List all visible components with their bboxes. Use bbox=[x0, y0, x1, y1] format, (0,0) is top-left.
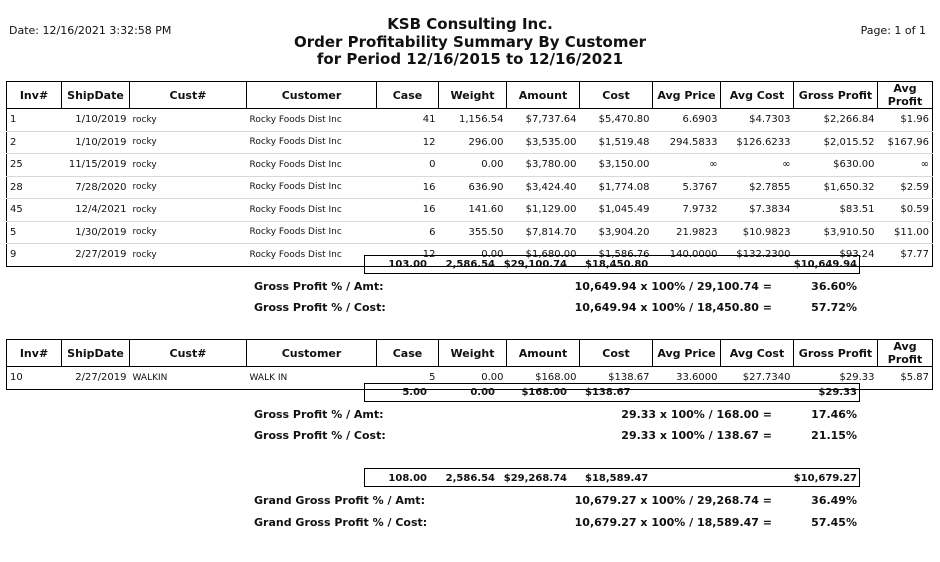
cell-weight: 0.00 bbox=[439, 367, 507, 390]
table-row bbox=[7, 176, 933, 199]
group-table-walkin bbox=[6, 339, 933, 390]
total-gross-profit: $29.33 bbox=[818, 387, 857, 398]
cell-gross-profit: $2,266.84 bbox=[794, 109, 878, 132]
gp-cost-formula: 29.33 x 100% / 138.67 = bbox=[621, 429, 772, 442]
table-row bbox=[7, 109, 933, 132]
grand-total-gross-profit: $10,679.27 bbox=[793, 473, 857, 484]
cell-gross-profit: $93.24 bbox=[794, 244, 878, 267]
cell-gross-profit: $1,650.32 bbox=[794, 176, 878, 199]
cell-case: 16 bbox=[377, 176, 439, 199]
total-amount: $29,100.74 bbox=[503, 259, 567, 270]
cell-avg-cost: $2.7855 bbox=[721, 176, 794, 199]
column-header-case: Case bbox=[377, 340, 439, 367]
cell-avg-price: 33.6000 bbox=[653, 367, 721, 390]
cell-weight: 355.50 bbox=[439, 221, 507, 244]
total-case: 5.00 bbox=[402, 387, 427, 398]
table-row bbox=[7, 154, 933, 177]
table-row bbox=[7, 199, 933, 222]
column-header-shipdate: ShipDate bbox=[62, 82, 130, 109]
report-title: Order Profitability Summary By Customer bbox=[293, 33, 647, 51]
cell-cost: $5,470.80 bbox=[580, 109, 653, 132]
cell-customer: Rocky Foods Dist Inc bbox=[247, 154, 377, 177]
column-header-amount: Amount bbox=[507, 82, 580, 109]
cell-weight: 0.00 bbox=[439, 244, 507, 267]
column-header-avg-price: Avg Price bbox=[653, 82, 721, 109]
gp-cost-formula: 10,649.94 x 100% / 18,450.80 = bbox=[574, 301, 772, 314]
cell-customer: Rocky Foods Dist Inc bbox=[247, 176, 377, 199]
cell-amount: $3,424.40 bbox=[507, 176, 580, 199]
column-header-cust-no: Cust# bbox=[130, 340, 247, 367]
cell-shipdate: 11/15/2019 bbox=[62, 154, 130, 177]
gp-cost-value: 57.72% bbox=[811, 301, 857, 314]
cell-avg-profit: ∞ bbox=[878, 154, 933, 177]
cell-avg-profit: $0.59 bbox=[878, 199, 933, 222]
grand-gp-amt-formula: 10,679.27 x 100% / 29,268.74 = bbox=[574, 494, 772, 507]
cell-cost: $3,904.20 bbox=[580, 221, 653, 244]
report-date: Date: 12/16/2021 3:32:58 PM bbox=[9, 24, 172, 37]
grand-gp-cost-formula: 10,679.27 x 100% / 18,589.47 = bbox=[574, 516, 772, 529]
cell-avg-profit: $7.77 bbox=[878, 244, 933, 267]
cell-customer: Rocky Foods Dist Inc bbox=[247, 109, 377, 132]
cell-customer: Rocky Foods Dist Inc bbox=[247, 244, 377, 267]
grand-gp-cost-label: Grand Gross Profit % / Cost: bbox=[254, 516, 428, 529]
cell-customer: Rocky Foods Dist Inc bbox=[247, 131, 377, 154]
cell-avg-price: 7.9732 bbox=[653, 199, 721, 222]
cell-gross-profit: $83.51 bbox=[794, 199, 878, 222]
total-weight: 2,586.54 bbox=[445, 259, 495, 270]
cell-cust-no: rocky bbox=[130, 176, 247, 199]
cell-cust-no: rocky bbox=[130, 244, 247, 267]
gp-amt-value: 36.60% bbox=[811, 280, 857, 293]
cell-weight: 296.00 bbox=[439, 131, 507, 154]
total-cost: $138.67 bbox=[585, 387, 631, 398]
cell-case: 12 bbox=[377, 131, 439, 154]
column-header-avg-cost: Avg Cost bbox=[721, 82, 794, 109]
cell-amount: $7,737.64 bbox=[507, 109, 580, 132]
cell-amount: $7,814.70 bbox=[507, 221, 580, 244]
cell-avg-price: 6.6903 bbox=[653, 109, 721, 132]
column-header-cost: Cost bbox=[580, 82, 653, 109]
cell-gross-profit: $2,015.52 bbox=[794, 131, 878, 154]
column-header-shipdate: ShipDate bbox=[62, 340, 130, 367]
cell-weight: 1,156.54 bbox=[439, 109, 507, 132]
column-header-avg-price: Avg Price bbox=[653, 340, 721, 367]
total-case: 103.00 bbox=[388, 259, 427, 270]
report-period: for Period 12/16/2015 to 12/16/2021 bbox=[316, 50, 624, 68]
cell-inv: 1 bbox=[7, 109, 62, 132]
cell-inv: 5 bbox=[7, 221, 62, 244]
cell-cost: $1,045.49 bbox=[580, 199, 653, 222]
cell-avg-profit: $5.87 bbox=[878, 367, 933, 390]
cell-avg-profit: $11.00 bbox=[878, 221, 933, 244]
cell-avg-cost: $126.6233 bbox=[721, 131, 794, 154]
grand-total-case: 108.00 bbox=[388, 473, 427, 484]
cell-amount: $168.00 bbox=[507, 367, 580, 390]
grand-total-cost: $18,589.47 bbox=[585, 473, 649, 484]
grand-gp-amt-label: Grand Gross Profit % / Amt: bbox=[254, 494, 425, 507]
cell-amount: $3,780.00 bbox=[507, 154, 580, 177]
cell-shipdate: 12/4/2021 bbox=[62, 199, 130, 222]
page-number: Page: 1 of 1 bbox=[860, 24, 926, 37]
cell-shipdate: 2/27/2019 bbox=[62, 244, 130, 267]
cell-weight: 141.60 bbox=[439, 199, 507, 222]
grand-total-weight: 2,586.54 bbox=[445, 473, 495, 484]
cell-avg-price: 294.5833 bbox=[653, 131, 721, 154]
cell-cust-no: rocky bbox=[130, 131, 247, 154]
cell-case: 5 bbox=[377, 367, 439, 390]
column-header-amount: Amount bbox=[507, 340, 580, 367]
cell-inv: 45 bbox=[7, 199, 62, 222]
column-header-gross-profit: Gross Profit bbox=[794, 340, 878, 367]
cell-avg-profit: $2.59 bbox=[878, 176, 933, 199]
cell-cust-no: rocky bbox=[130, 199, 247, 222]
cell-case: 0 bbox=[377, 154, 439, 177]
grand-total-amount: $29,268.74 bbox=[503, 473, 567, 484]
total-cost: $18,450.80 bbox=[585, 259, 649, 270]
cell-inv: 28 bbox=[7, 176, 62, 199]
column-header-gross-profit: Gross Profit bbox=[794, 82, 878, 109]
cell-shipdate: 7/28/2020 bbox=[62, 176, 130, 199]
cell-cost: $3,150.00 bbox=[580, 154, 653, 177]
cell-cost: $1,586.76 bbox=[580, 244, 653, 267]
column-header-avg-profit: Avg Profit bbox=[878, 340, 933, 367]
gp-amt-label: Gross Profit % / Amt: bbox=[254, 408, 384, 421]
total-weight: 0.00 bbox=[470, 387, 495, 398]
total-gross-profit: $10,649.94 bbox=[793, 259, 857, 270]
column-header-cust-no: Cust# bbox=[130, 82, 247, 109]
cell-shipdate: 1/30/2019 bbox=[62, 221, 130, 244]
cell-inv: 10 bbox=[7, 367, 62, 390]
column-header-customer: Customer bbox=[247, 340, 377, 367]
column-header-inv: Inv# bbox=[7, 82, 62, 109]
cell-case: 16 bbox=[377, 199, 439, 222]
column-header-avg-cost: Avg Cost bbox=[721, 340, 794, 367]
column-header-avg-profit: Avg Profit bbox=[878, 82, 933, 109]
cell-cust-no: rocky bbox=[130, 221, 247, 244]
cell-avg-profit: $1.96 bbox=[878, 109, 933, 132]
cell-customer: Rocky Foods Dist Inc bbox=[247, 199, 377, 222]
cell-gross-profit: $630.00 bbox=[794, 154, 878, 177]
cell-inv: 9 bbox=[7, 244, 62, 267]
cell-avg-price: 140.0000 bbox=[653, 244, 721, 267]
cell-amount: $1,680.00 bbox=[507, 244, 580, 267]
cell-weight: 636.90 bbox=[439, 176, 507, 199]
cell-gross-profit: $3,910.50 bbox=[794, 221, 878, 244]
cell-amount: $3,535.00 bbox=[507, 131, 580, 154]
cell-customer: Rocky Foods Dist Inc bbox=[247, 221, 377, 244]
column-header-weight: Weight bbox=[439, 340, 507, 367]
cell-cost: $1,774.08 bbox=[580, 176, 653, 199]
cell-case: 12 bbox=[377, 244, 439, 267]
cell-avg-cost: ∞ bbox=[721, 154, 794, 177]
cell-weight: 0.00 bbox=[439, 154, 507, 177]
cell-avg-cost: $7.3834 bbox=[721, 199, 794, 222]
cell-amount: $1,129.00 bbox=[507, 199, 580, 222]
cell-avg-price: 5.3767 bbox=[653, 176, 721, 199]
cell-shipdate: 1/10/2019 bbox=[62, 109, 130, 132]
total-amount: $168.00 bbox=[521, 387, 567, 398]
gp-amt-label: Gross Profit % / Amt: bbox=[254, 280, 384, 293]
cell-gross-profit: $29.33 bbox=[794, 367, 878, 390]
cell-cust-no: rocky bbox=[130, 154, 247, 177]
cell-avg-cost: $27.7340 bbox=[721, 367, 794, 390]
gp-amt-value: 17.46% bbox=[811, 408, 857, 421]
gp-cost-label: Gross Profit % / Cost: bbox=[254, 429, 386, 442]
group-table-rocky bbox=[6, 81, 933, 267]
cell-avg-price: 21.9823 bbox=[653, 221, 721, 244]
cell-shipdate: 2/27/2019 bbox=[62, 367, 130, 390]
gp-amt-formula: 10,649.94 x 100% / 29,100.74 = bbox=[574, 280, 772, 293]
cell-cost: $138.67 bbox=[580, 367, 653, 390]
column-header-inv: Inv# bbox=[7, 340, 62, 367]
cell-avg-cost: $132.2300 bbox=[721, 244, 794, 267]
cell-case: 41 bbox=[377, 109, 439, 132]
cell-customer: WALK IN bbox=[247, 367, 377, 390]
cell-cust-no: rocky bbox=[130, 109, 247, 132]
cell-avg-cost: $4.7303 bbox=[721, 109, 794, 132]
cell-avg-profit: $167.96 bbox=[878, 131, 933, 154]
cell-avg-cost: $10.9823 bbox=[721, 221, 794, 244]
gp-cost-label: Gross Profit % / Cost: bbox=[254, 301, 386, 314]
cell-cust-no: WALKIN bbox=[130, 367, 247, 390]
cell-avg-price: ∞ bbox=[653, 154, 721, 177]
column-header-customer: Customer bbox=[247, 82, 377, 109]
column-header-weight: Weight bbox=[439, 82, 507, 109]
gp-cost-value: 21.15% bbox=[811, 429, 857, 442]
cell-cost: $1,519.48 bbox=[580, 131, 653, 154]
company-name: KSB Consulting Inc. bbox=[387, 15, 553, 33]
table-row bbox=[7, 221, 933, 244]
column-header-cost: Cost bbox=[580, 340, 653, 367]
table-row bbox=[7, 131, 933, 154]
grand-gp-cost-value: 57.45% bbox=[811, 516, 857, 529]
gp-amt-formula: 29.33 x 100% / 168.00 = bbox=[621, 408, 772, 421]
grand-gp-amt-value: 36.49% bbox=[811, 494, 857, 507]
cell-inv: 25 bbox=[7, 154, 62, 177]
cell-shipdate: 1/10/2019 bbox=[62, 131, 130, 154]
column-header-case: Case bbox=[377, 82, 439, 109]
cell-inv: 2 bbox=[7, 131, 62, 154]
cell-case: 6 bbox=[377, 221, 439, 244]
